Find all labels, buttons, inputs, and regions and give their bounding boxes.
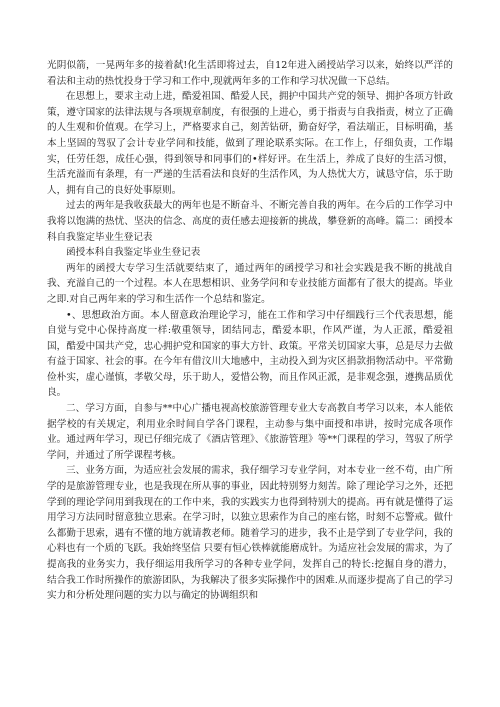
section-subtitle: 函授本科自我鉴定毕业生登记表: [66, 247, 201, 259]
paragraph-3: 过去的两年是我收获最大的两年也是不断奋斗、不断完善自我的两年。在今后的工作学习中我将以饱满的热忧、坚决的信念、高度的责任感去迎接新的挑战，攀登新的高峰。篇二：函授本科自我鉴定毕业生登记表: [47, 200, 453, 243]
paragraph-6: 二、学习方面，自参与**中心广播电视高校旅游管理专业大专高教自考学习以来，本人能依据学校的有关规定，利用业余时间自学各门课程，主动参与集中面授和串讲，按时完成各项作业。通过两年学习，现已仔细完成了《酒店管理》、《旅游管理》等**门课程的学习，驾驭了所学学问，并通过了所学课程考核。: [47, 403, 453, 461]
paragraph-2: 在思想上，要求主动上进，酷爱祖国、酷爱人民，拥护中国共产党的领导、拥护各项方针政策，遵守国家的法律法规与各项规章制度，有很强的上进心，勇于指责与自我指责，树立了正确的人生观和价值观。在学习上，严格要求自己，刻苦钻研，勤奋好学，看法端正，目标明确，基本上坚固的驾驭了会计专业学问和技能，做到了理论联系实际。在工作上，仔细负责，工作塌实，任劳任怨，成任心强，得到领导和同事们的•样好评。在生活上，养成了良好的生活习惯，生活充溢而有条理，有一严递的生活看法和良好的生活作风，为人热忧大方，诚恳守信，乐于助人，拥有自己的良好处事原则。: [47, 91, 453, 196]
paragraph-4: 两年的函授大专学习生活就要结束了，通过两年的函授学习和社会实践是我不断的挑战自我、充溢自己的一个过程。本人在思想相识、业务学问和专业技能方面都有了很大的提高。毕业之即.对自己两年来的学习和生活作一个总结和鉴定。: [47, 262, 453, 305]
paragraph-7: 三、业务方面，为适应社会发展的需求，我仔细学习专业学问，对本专业一丝不苟，由广所学的是旅游管理专业，也是我现在所从事的事业，因此特别努力刻苦。除了理论学习之外，还把学到的理论学问用到我现在的工作中来，我的实践实力也得到特别大的提高。再有就是懂得了运用学习方法同时留意独立思索。在学习时，以独立思索作为自己的座右铭，时刻不忘警戒。做什么都勤于思索，遇有不懂的地方就请教老师。随着学习的进步，我不止是学到了专业学问，我的心料也有一个质的飞跃。我始终坚信 只要有恒心铁棒就能磨成针。为适应社会发展的需求，为了提高我的业务实力，我仔细运用我所学习的各种专业学问，发挥自己的特长:挖掘自身的潜力，结合我工作时所操作的旅游团队，为我解决了很多实际操作中的困难.从而逐步提高了自己的学习实力和分析处理问题的实力以与确定的协调组织和: [47, 465, 453, 602]
paragraph-1: 光阴似箭，一晃两年多的接着弑!化生活即将过去，自12年进入函授站学习以来，始终以严洋的看法和主动的热忱投身于学习和工作中,现就两年多的工作和学习状况做一下总结。: [47, 60, 453, 87]
paragraph-5: •、思想政治方面。本人留意政治理论学习，能在工作和学习中仔细践行三个代表思想，能自觉与党中心保持高度一样:敬重领导，团结同志，酷爱本职，作风严谨，为人正派，酷爱祖国，酷爱中国共产党，忠心拥护党和国家的事大方针、政策。平常关切国家大事，总是尽力去做有益于国家、社会的事。在今年有借汶川大地感中，主动投入到为灾区捐款捐物活动中。平常勤俭朴实，虚心谨慎，孝敬父母，乐于助人，爱惜公物，而且作风正派，是非观念强，遵携品质优良。: [47, 309, 453, 399]
